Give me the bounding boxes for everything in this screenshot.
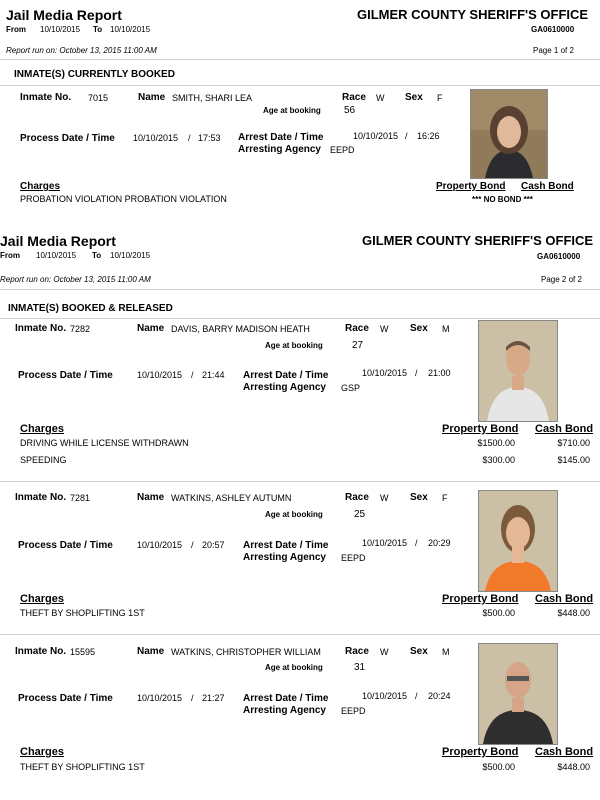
cash-bond-value: $448.00	[557, 608, 590, 618]
age-label: Age at booking	[265, 663, 323, 672]
office-name: GILMER COUNTY SHERIFF'S OFFICE	[357, 7, 589, 22]
age-value: 31	[354, 662, 366, 673]
no-bond-text: *** NO BOND ***	[472, 195, 533, 204]
charges-label: Charges	[20, 746, 65, 758]
property-bond-value: $1500.00	[477, 438, 515, 448]
cash-bond-label: Cash Bond	[535, 423, 594, 435]
section-title: INMATE(S) BOOKED & RELEASED	[8, 303, 173, 314]
charges-label: Charges	[20, 423, 65, 435]
process-time: 20:57	[202, 540, 225, 550]
agency-value: EEPD	[330, 145, 355, 155]
mugshot-photo	[478, 643, 558, 745]
process-date: 10/10/2015	[137, 693, 183, 703]
process-label: Process Date / Time	[18, 693, 113, 704]
property-bond-label: Property Bond	[442, 746, 519, 758]
process-date: 10/10/2015	[137, 540, 183, 550]
agency-label: Arresting Agency	[243, 382, 326, 393]
race-label: Race	[345, 492, 369, 503]
sex-label: Sex	[410, 492, 428, 503]
sex-label: Sex	[410, 323, 428, 334]
property-bond-value: $500.00	[482, 762, 515, 772]
arrest-time: 16:26	[417, 131, 440, 141]
inmate-no: 7015	[88, 93, 109, 103]
age-value: 25	[354, 509, 366, 520]
process-time: 21:44	[202, 370, 225, 380]
agency-value: EEPD	[341, 553, 366, 563]
arrest-time: 20:24	[428, 691, 451, 701]
arrest-date: 10/10/2015	[353, 131, 399, 141]
cash-bond-value: $710.00	[557, 438, 590, 448]
inmate-no: 7281	[70, 493, 91, 503]
arrest-date: 10/10/2015	[362, 538, 408, 548]
arrest-label: Arrest Date / Time	[243, 540, 329, 551]
charge-text: THEFT BY SHOPLIFTING 1ST	[20, 608, 145, 618]
race-label: Race	[342, 92, 366, 103]
race-value: W	[380, 493, 389, 503]
name-label: Name	[137, 492, 165, 503]
process-label: Process Date / Time	[20, 133, 115, 144]
from-date: 10/10/2015	[36, 251, 77, 260]
mugshot-photo	[478, 490, 558, 592]
slash: /	[415, 368, 418, 378]
to-date: 10/10/2015	[110, 251, 151, 260]
from-label: From	[0, 251, 20, 260]
property-bond-label: Property Bond	[442, 593, 519, 605]
slash: /	[191, 540, 194, 550]
inmate-name: WATKINS, ASHLEY AUTUMN	[171, 493, 292, 503]
sex-value: M	[442, 324, 450, 334]
race-label: Race	[345, 323, 369, 334]
report-run-on: Report run on: October 13, 2015 11:00 AM	[0, 275, 151, 284]
from-label: From	[6, 25, 26, 34]
race-value: W	[380, 324, 389, 334]
to-label: To	[92, 251, 102, 260]
process-label: Process Date / Time	[18, 540, 113, 551]
agency-label: Arresting Agency	[238, 144, 321, 155]
slash: /	[191, 370, 194, 380]
slash: /	[415, 538, 418, 548]
sex-value: M	[442, 647, 450, 657]
arrest-date: 10/10/2015	[362, 691, 408, 701]
name-label: Name	[138, 92, 166, 103]
age-value: 27	[352, 340, 364, 351]
report-run-on: Report run on: October 13, 2015 11:00 AM	[6, 46, 157, 55]
cash-bond-value: $145.00	[557, 455, 590, 465]
inmate-no-label: Inmate No.	[15, 646, 67, 657]
charges-label: Charges	[20, 181, 61, 192]
process-label: Process Date / Time	[18, 370, 113, 381]
to-label: To	[93, 25, 103, 34]
inmate-no-label: Inmate No.	[20, 92, 72, 103]
cash-bond-label: Cash Bond	[535, 746, 594, 758]
charge-text: DRIVING WHILE LICENSE WITHDRAWN	[20, 438, 189, 448]
race-value: W	[380, 647, 389, 657]
page-number: Page 1 of 2	[533, 46, 574, 55]
slash: /	[188, 133, 191, 143]
office-name: GILMER COUNTY SHERIFF'S OFFICE	[362, 233, 594, 248]
agency-value: GSP	[341, 383, 361, 393]
arrest-label: Arrest Date / Time	[243, 370, 329, 381]
inmate-no-label: Inmate No.	[15, 492, 67, 503]
property-bond-label: Property Bond	[436, 181, 506, 192]
process-time: 21:27	[202, 693, 225, 703]
sex-label: Sex	[410, 646, 428, 657]
inmate-name: DAVIS, BARRY MADISON HEATH	[171, 324, 310, 334]
slash: /	[415, 691, 418, 701]
arrest-time: 21:00	[428, 368, 451, 378]
agency-value: EEPD	[341, 706, 366, 716]
cash-bond-label: Cash Bond	[535, 593, 594, 605]
inmate-name: SMITH, SHARI LEA	[172, 93, 253, 103]
process-date: 10/10/2015	[133, 133, 179, 143]
cash-bond-value: $448.00	[557, 762, 590, 772]
report-title: Jail Media Report	[0, 233, 116, 249]
from-date: 10/10/2015	[40, 25, 81, 34]
arrest-date: 10/10/2015	[362, 368, 408, 378]
to-date: 10/10/2015	[110, 25, 151, 34]
slash: /	[405, 131, 408, 141]
sex-value: F	[437, 93, 443, 103]
name-label: Name	[137, 646, 165, 657]
section-title: INMATE(S) CURRENTLY BOOKED	[14, 69, 175, 80]
inmate-no: 15595	[70, 647, 96, 657]
sex-value: F	[442, 493, 448, 503]
agency-label: Arresting Agency	[243, 552, 326, 563]
office-code: GA0610000	[531, 25, 575, 34]
arrest-label: Arrest Date / Time	[243, 693, 329, 704]
arrest-time: 20:29	[428, 538, 451, 548]
inmate-no-label: Inmate No.	[15, 323, 67, 334]
age-label: Age at booking	[265, 341, 323, 350]
slash: /	[191, 693, 194, 703]
agency-label: Arresting Agency	[243, 705, 326, 716]
name-label: Name	[137, 323, 165, 334]
office-code: GA0610000	[537, 252, 581, 261]
age-label: Age at booking	[265, 510, 323, 519]
report-title: Jail Media Report	[6, 7, 122, 23]
age-value: 56	[344, 105, 356, 116]
process-time: 17:53	[198, 133, 221, 143]
mugshot-photo	[470, 89, 548, 179]
race-label: Race	[345, 646, 369, 657]
property-bond-value: $300.00	[482, 455, 515, 465]
property-bond-value: $500.00	[482, 608, 515, 618]
property-bond-label: Property Bond	[442, 423, 519, 435]
process-date: 10/10/2015	[137, 370, 183, 380]
inmate-name: WATKINS, CHRISTOPHER WILLIAM	[171, 647, 321, 657]
page-number: Page 2 of 2	[541, 275, 582, 284]
charges-label: Charges	[20, 593, 65, 605]
charge-text: SPEEDING	[20, 455, 67, 465]
cash-bond-label: Cash Bond	[521, 181, 574, 192]
mugshot-photo	[478, 320, 558, 422]
inmate-no: 7282	[70, 324, 91, 334]
charge-text: PROBATION VIOLATION PROBATION VIOLATION	[20, 194, 227, 204]
arrest-label: Arrest Date / Time	[238, 132, 324, 143]
charge-text: THEFT BY SHOPLIFTING 1ST	[20, 762, 145, 772]
race-value: W	[376, 93, 385, 103]
sex-label: Sex	[405, 92, 423, 103]
age-label: Age at booking	[263, 106, 321, 115]
